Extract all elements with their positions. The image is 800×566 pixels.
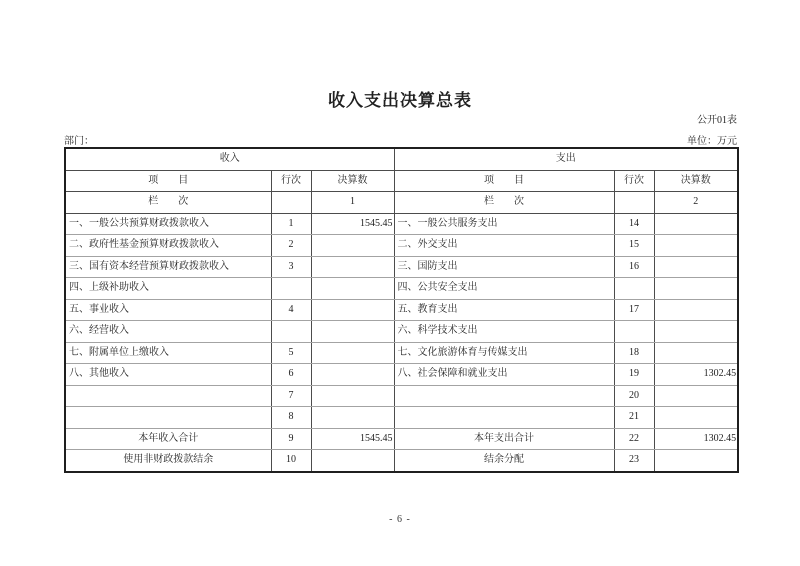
income-item-cell: 使用非财政拨款结余 xyxy=(65,450,271,472)
income-amount-cell xyxy=(311,450,394,472)
expense-amount-header: 决算数 xyxy=(654,170,738,192)
income-item-cell: 二、政府性基金预算财政拨款收入 xyxy=(65,235,271,257)
income-line-cell: 1 xyxy=(271,213,311,235)
page-number: - 6 - xyxy=(389,514,411,525)
income-column-index-amount: 1 xyxy=(311,192,394,214)
income-line-cell xyxy=(271,321,311,343)
expense-line-cell: 14 xyxy=(614,213,654,235)
income-item-cell xyxy=(65,407,271,429)
expense-amount-cell xyxy=(654,450,738,472)
income-line-cell xyxy=(271,278,311,300)
income-item-cell: 三、国有资本经营预算财政拨款收入 xyxy=(65,256,271,278)
income-column-index-label: 栏 次 xyxy=(65,192,271,214)
income-section-header: 收入 xyxy=(65,148,394,170)
income-amount-cell xyxy=(311,235,394,257)
expense-line-cell: 20 xyxy=(614,385,654,407)
income-amount-cell xyxy=(311,321,394,343)
meta-row xyxy=(64,132,737,147)
expense-amount-cell xyxy=(654,385,738,407)
expense-line-cell: 18 xyxy=(614,342,654,364)
expense-item-cell: 三、国防支出 xyxy=(394,256,614,278)
income-amount-cell xyxy=(311,299,394,321)
income-item-cell: 七、附属单位上缴收入 xyxy=(65,342,271,364)
expense-line-cell xyxy=(614,321,654,343)
expense-line-cell: 21 xyxy=(614,407,654,429)
expense-section-header: 支出 xyxy=(394,148,738,170)
income-line-cell: 5 xyxy=(271,342,311,364)
expense-line-cell: 23 xyxy=(614,450,654,472)
income-total-amount-cell: 1545.45 xyxy=(311,428,394,450)
expense-total-line-cell: 22 xyxy=(614,428,654,450)
total-row xyxy=(65,428,738,450)
expense-amount-cell xyxy=(654,321,738,343)
table-row xyxy=(65,385,738,407)
expense-amount-cell xyxy=(654,256,738,278)
table-row xyxy=(65,278,738,300)
expense-line-cell: 19 xyxy=(614,364,654,386)
income-amount-cell xyxy=(311,278,394,300)
income-amount-cell xyxy=(311,407,394,429)
income-item-cell: 六、经营收入 xyxy=(65,321,271,343)
final-accounts-table xyxy=(64,147,739,473)
income-item-cell: 八、其他收入 xyxy=(65,364,271,386)
expense-item-cell: 六、科学技术支出 xyxy=(394,321,614,343)
expense-line-cell xyxy=(614,278,654,300)
income-item-header: 项 目 xyxy=(65,170,271,192)
page-title: 收入支出决算总表 xyxy=(328,91,472,110)
table-row xyxy=(65,321,738,343)
unit-label: 单位：万元 xyxy=(687,136,737,147)
income-amount-cell xyxy=(311,256,394,278)
income-amount-cell xyxy=(311,364,394,386)
expense-amount-cell xyxy=(654,407,738,429)
expense-item-cell: 一、一般公共服务支出 xyxy=(394,213,614,235)
income-amount-cell xyxy=(311,342,394,364)
income-line-header: 行次 xyxy=(271,170,311,192)
income-total-line-cell: 9 xyxy=(271,428,311,450)
income-line-cell: 6 xyxy=(271,364,311,386)
form-code: 公开01表 xyxy=(697,115,737,126)
income-amount-header: 决算数 xyxy=(311,170,394,192)
income-line-cell: 2 xyxy=(271,235,311,257)
expense-amount-cell xyxy=(654,299,738,321)
column-index-row xyxy=(65,192,738,214)
income-line-cell: 10 xyxy=(271,450,311,472)
department-label: 部门： xyxy=(64,136,94,147)
expense-column-index-line xyxy=(614,192,654,214)
expense-amount-cell xyxy=(654,278,738,300)
expense-amount-cell xyxy=(654,342,738,364)
expense-item-cell: 二、外交支出 xyxy=(394,235,614,257)
table-row xyxy=(65,256,738,278)
column-header-row xyxy=(65,170,738,192)
expense-item-header: 项 目 xyxy=(394,170,614,192)
expense-item-cell: 四、公共安全支出 xyxy=(394,278,614,300)
expense-item-cell xyxy=(394,385,614,407)
income-line-cell: 8 xyxy=(271,407,311,429)
income-line-cell: 3 xyxy=(271,256,311,278)
expense-line-cell: 17 xyxy=(614,299,654,321)
expense-amount-cell xyxy=(654,213,738,235)
expense-column-index-amount: 2 xyxy=(654,192,738,214)
table-row xyxy=(65,364,738,386)
expense-item-cell: 结余分配 xyxy=(394,450,614,472)
income-amount-cell xyxy=(311,385,394,407)
table-row xyxy=(65,299,738,321)
income-total-label-cell: 本年收入合计 xyxy=(65,428,271,450)
income-item-cell: 四、上级补助收入 xyxy=(65,278,271,300)
table-row xyxy=(65,342,738,364)
income-item-cell: 五、事业收入 xyxy=(65,299,271,321)
expense-column-index-label: 栏 次 xyxy=(394,192,614,214)
income-amount-cell: 1545.45 xyxy=(311,213,394,235)
expense-amount-cell: 1302.45 xyxy=(654,364,738,386)
expense-total-label-cell: 本年支出合计 xyxy=(394,428,614,450)
expense-item-cell: 八、社会保障和就业支出 xyxy=(394,364,614,386)
expense-amount-cell xyxy=(654,235,738,257)
income-column-index-line xyxy=(271,192,311,214)
expense-item-cell xyxy=(394,407,614,429)
table-row xyxy=(65,450,738,472)
expense-item-cell: 七、文化旅游体育与传媒支出 xyxy=(394,342,614,364)
table-row xyxy=(65,213,738,235)
table-row xyxy=(65,407,738,429)
income-item-cell xyxy=(65,385,271,407)
section-header-row xyxy=(65,148,738,170)
expense-total-amount-cell: 1302.45 xyxy=(654,428,738,450)
expense-line-cell: 16 xyxy=(614,256,654,278)
expense-line-cell: 15 xyxy=(614,235,654,257)
income-line-cell: 4 xyxy=(271,299,311,321)
table-row xyxy=(65,235,738,257)
expense-line-header: 行次 xyxy=(614,170,654,192)
income-item-cell: 一、一般公共预算财政拨款收入 xyxy=(65,213,271,235)
income-line-cell: 7 xyxy=(271,385,311,407)
expense-item-cell: 五、教育支出 xyxy=(394,299,614,321)
